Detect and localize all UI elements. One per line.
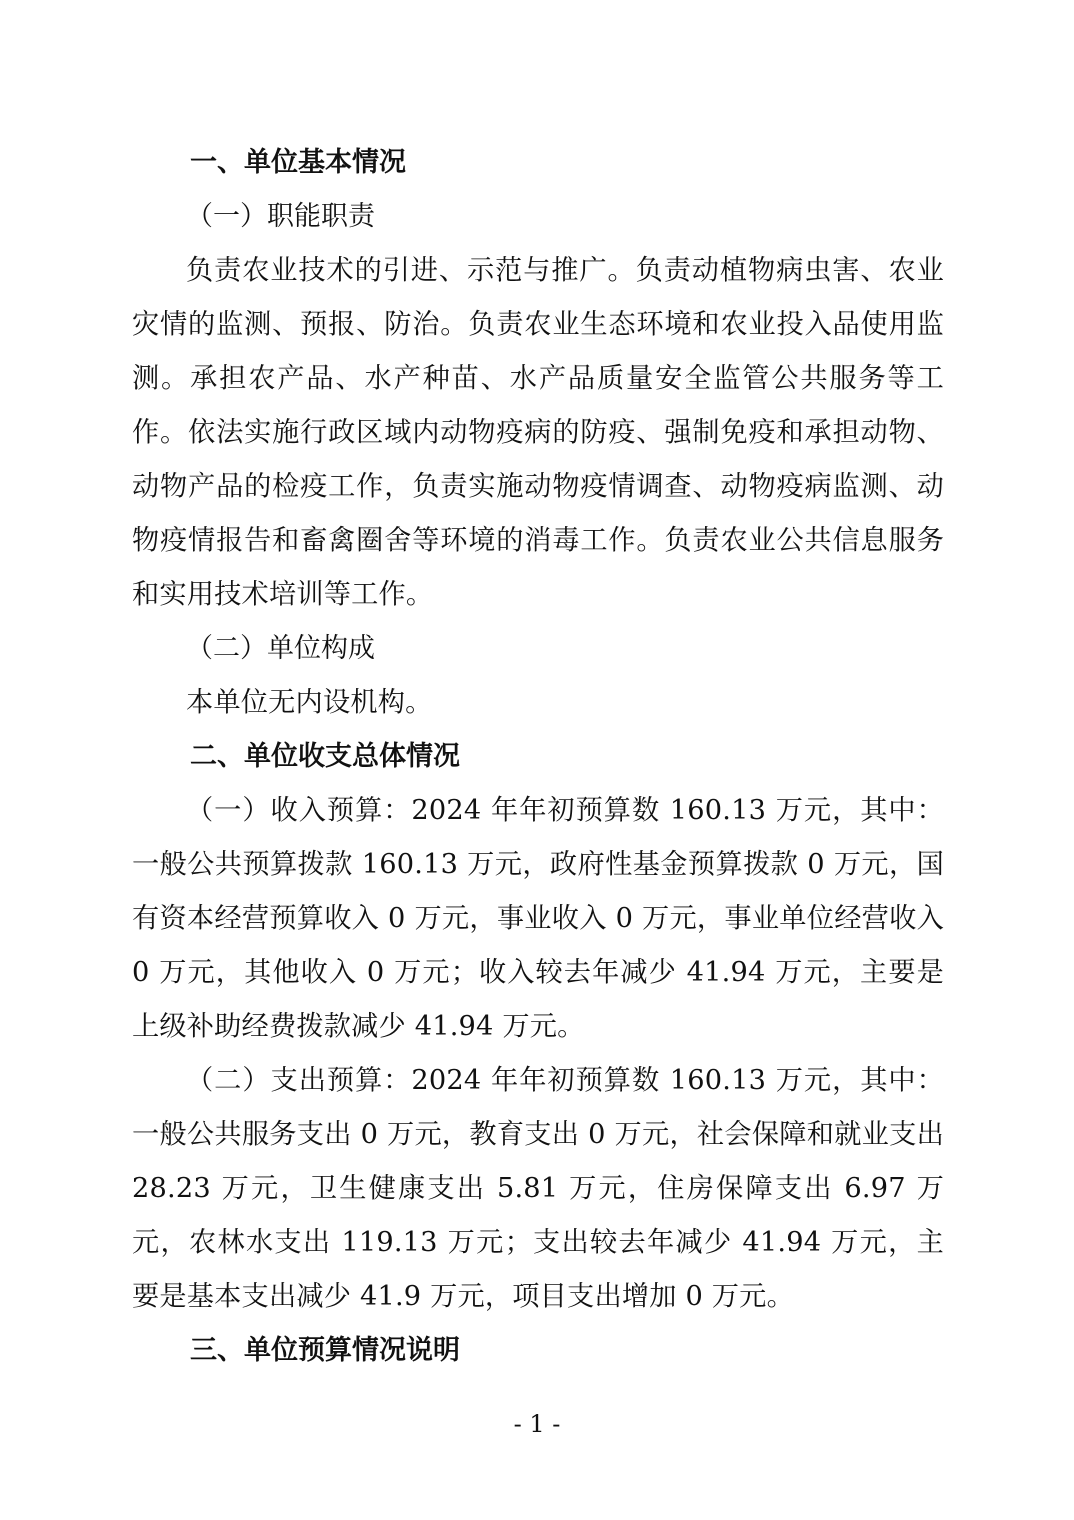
paragraph-income-budget: （一）收入预算：2024 年年初预算数 160.13 万元，其中：一般公共预算拨款 160.13 万元，政府性基金预算拨款 0 万元，国有资本经营预算收入 0 万元，事业收入 0 万元，事业单位经营收入 0 万元，其他收入 0 万元；收入较去年减少 41.94 万元，主要是上级补助经费拨款减少 41.94 万元。: [132, 795, 944, 1042]
section-heading-income-expense: 二、单位收支总体情况: [190, 741, 460, 772]
subheading-functions: （一）职能职责: [186, 201, 375, 232]
paragraph-functions: 负责农业技术的引进、示范与推广。负责动植物病虫害、农业灾情的监测、预报、防治。负责农业生态环境和农业投入品使用监测。承担农产品、水产种苗、水产品质量安全监管公共服务等工作。依法实施行政区域内动物疫病的防疫、强制免疫和承担动物、动物产品的检疫工作，负责实施动物疫情调查、动物疫病监测、动物疫情报告和畜禽圈舍等环境的消毒工作。负责农业公共信息服务和实用技术培训等工作。: [132, 255, 944, 610]
section-heading-budget-notes: 三、单位预算情况说明: [190, 1335, 460, 1366]
paragraph-composition: 本单位无内设机构。: [186, 687, 433, 718]
paragraph-expense-budget: （二）支出预算：2024 年年初预算数 160.13 万元，其中：一般公共服务支出 0 万元，教育支出 0 万元，社会保障和就业支出 28.23 万元，卫生健康支出 5.81 万元，住房保障支出 6.97 万元，农林水支出 119.13 万元；支出较去年减少 41.94 万元，主要是基本支出减少 41.9 万元，项目支出增加 0 万元。: [132, 1065, 944, 1312]
subheading-composition: （二）单位构成: [186, 633, 375, 664]
page-number: - 1 -: [513, 1410, 561, 1438]
document-body: [132, 136, 944, 1378]
section-heading-basic-info: 一、单位基本情况: [190, 147, 406, 178]
